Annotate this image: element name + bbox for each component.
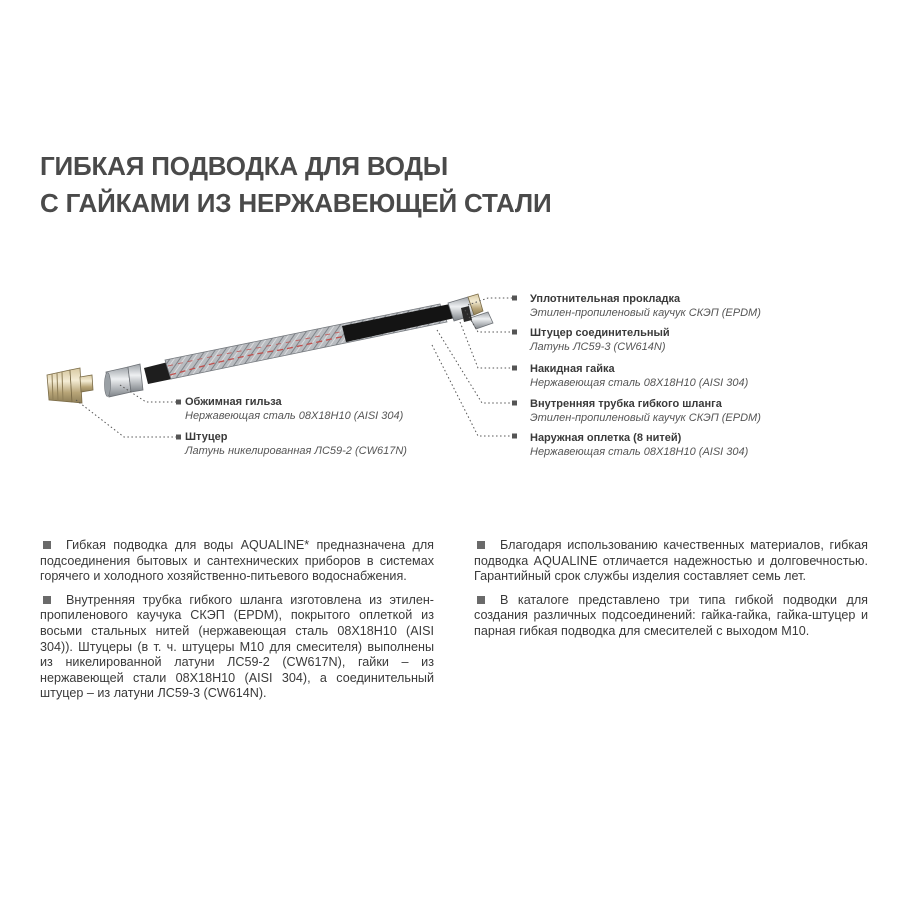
label-sleeve-material: Нержавеющая сталь 08Х18Н10 (AISI 304)	[185, 410, 404, 422]
label-braid	[530, 431, 748, 459]
title-line-1: ГИБКАЯ ПОДВОДКА ДЛЯ ВОДЫ	[40, 151, 449, 181]
label-braid-material: Нержавеющая сталь 08Х18Н10 (AISI 304)	[530, 446, 749, 458]
label-fitting	[185, 430, 407, 458]
label-nut-material: Нержавеющая сталь 08Х18Н10 (AISI 304)	[530, 377, 749, 389]
hose-diagram	[0, 280, 900, 470]
label-connector	[530, 326, 670, 354]
hose-illustration	[0, 280, 900, 470]
fitting-brass	[47, 368, 93, 403]
label-gasket-name: Уплотнительная прокладка	[530, 293, 681, 305]
bullet-square	[43, 596, 51, 604]
crimp-sleeve	[105, 364, 144, 397]
page-title	[40, 148, 551, 222]
bullet-square	[477, 596, 485, 604]
label-sleeve-name: Обжимная гильза	[185, 396, 282, 408]
bullet-square	[43, 541, 51, 549]
label-fitting-name: Штуцер	[185, 431, 228, 443]
label-sleeve	[185, 395, 403, 423]
text-column-left	[40, 538, 434, 710]
paragraph-1-text: Гибкая подводка для воды AQUALINE* предназначена для подсоединения бытовых и сантехнических приборов в системах горячего и холодного хозяйственно-питьевого водоснабжения.	[40, 538, 434, 584]
paragraph-4	[474, 593, 868, 640]
label-connector-name: Штуцер соединительный	[530, 327, 670, 339]
label-inner-tube-material: Этилен-пропиленовый каучук СКЭП (EPDM)	[530, 412, 761, 424]
label-inner-tube	[530, 397, 761, 425]
label-braid-name: Наружная оплетка (8 нитей)	[530, 432, 682, 444]
label-connector-material: Латунь ЛС59-3 (CW614N)	[530, 341, 666, 353]
text-column-right	[474, 538, 868, 648]
label-gasket-material: Этилен-пропиленовый каучук СКЭП (EPDM)	[530, 307, 761, 319]
paragraph-2-text: Внутренняя трубка гибкого шланга изготовлена из этилен-пропиленового каучука СКЭП (EPDM), покрытого оплеткой из восьми стальных нитей (нержавеющая сталь 08Х18Н10 (AISI 304)). Штуцеры (в т. ч. штуцеры М10 для смесителя) выполнены из никелированной латуни ЛС59-2 (CW617N), гайки – из нержавеющей стали 08Х18Н10 (AISI 304), а соединительный штуцер – из латуни ЛС59-3 (CW614N).	[40, 592, 434, 701]
label-nut	[530, 362, 748, 390]
label-fitting-material: Латунь никелированная ЛС59-2 (CW617N)	[185, 445, 407, 457]
bullet-square	[477, 541, 485, 549]
nut-connector	[448, 294, 493, 329]
paragraph-1	[40, 538, 434, 585]
label-nut-name: Накидная гайка	[530, 363, 615, 375]
paragraph-2	[40, 593, 434, 702]
paragraph-4-text: В каталоге представлено три типа гибкой подводки для создания различных подсоединений: гайка-гайка, гайка-штуцер и парная гибкая подводка для смесителей с выходом М10.	[474, 592, 868, 638]
label-inner-tube-name: Внутренняя трубка гибкого шланга	[530, 398, 722, 410]
paragraph-3	[474, 538, 868, 585]
label-gasket	[530, 292, 761, 320]
title-line-2: С ГАЙКАМИ ИЗ НЕРЖАВЕЮЩЕЙ СТАЛИ	[40, 188, 552, 218]
paragraph-3-text: Благодаря использованию качественных материалов, гибкая подводка AQUALINE отличается надежностью и долговечностью. Гарантийный срок службы изделия составляет семь лет.	[474, 538, 868, 584]
